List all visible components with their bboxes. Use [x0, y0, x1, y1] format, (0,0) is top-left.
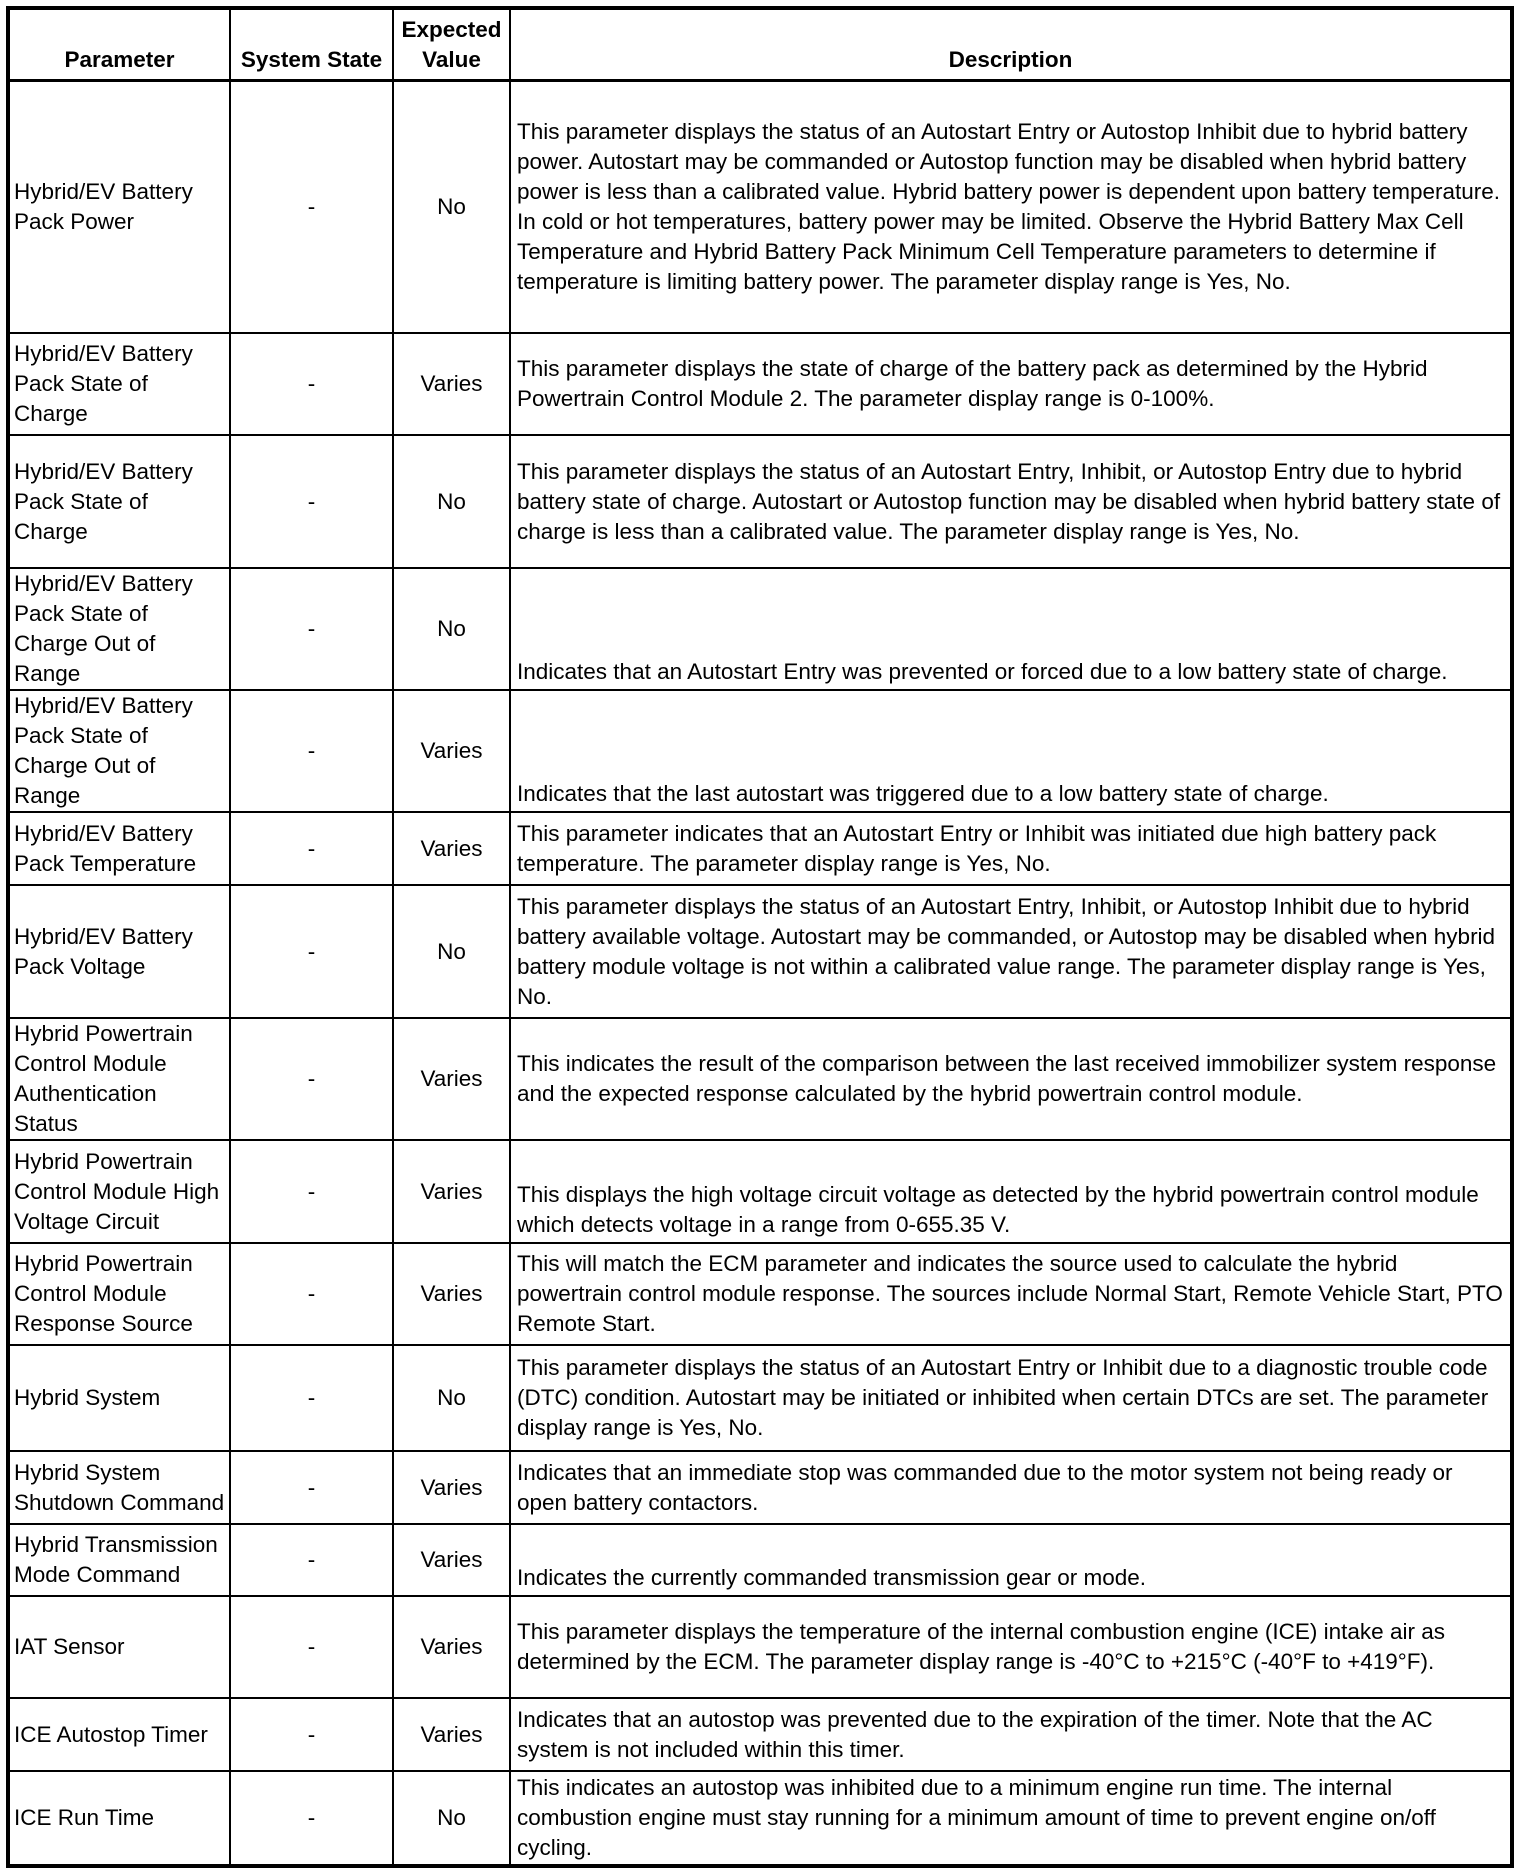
description-cell: Indicates the currently commanded transmission gear or mode.	[510, 1524, 1512, 1596]
header-row	[8, 8, 1512, 80]
expected-value-cell: Varies	[393, 1596, 510, 1698]
expected-value-cell: Varies	[393, 690, 510, 812]
expected-value-cell: No	[393, 1345, 510, 1451]
expected-value-cell: Varies	[393, 1524, 510, 1596]
parameter-cell: Hybrid/EV Battery Pack Temperature	[8, 812, 230, 885]
system-state-cell: -	[230, 80, 393, 333]
description-cell: Indicates that an Autostart Entry was prevented or forced due to a low battery state of charge.	[510, 568, 1512, 690]
table-row	[8, 1451, 1512, 1524]
system-state-cell: -	[230, 435, 393, 568]
description-cell: This parameter displays the temperature of the internal combustion engine (ICE) intake air as determined by the ECM. The parameter display range is -40°C to +215°C (-40°F to +419°F).	[510, 1596, 1512, 1698]
expected-value-cell: No	[393, 80, 510, 333]
table-row	[8, 1018, 1512, 1140]
expected-value-cell: Varies	[393, 1243, 510, 1345]
system-state-cell: -	[230, 1345, 393, 1451]
parameter-cell: Hybrid/EV Battery Pack State of Charge Out of Range	[8, 690, 230, 812]
table-row	[8, 1698, 1512, 1771]
description-cell: This displays the high voltage circuit voltage as detected by the hybrid powertrain control module which detects voltage in a range from 0-655.35 V.	[510, 1140, 1512, 1243]
expected-value-cell: Varies	[393, 1140, 510, 1243]
system-state-cell: -	[230, 812, 393, 885]
system-state-cell: -	[230, 1596, 393, 1698]
table-row	[8, 1524, 1512, 1596]
parameter-cell: Hybrid/EV Battery Pack Voltage	[8, 885, 230, 1018]
table-row	[8, 1140, 1512, 1243]
description-cell: This parameter indicates that an Autostart Entry or Inhibit was initiated due high battery pack temperature. The parameter display range is Yes, No.	[510, 812, 1512, 885]
expected-value-cell: Varies	[393, 1451, 510, 1524]
system-state-cell: -	[230, 1524, 393, 1596]
table-row	[8, 80, 1512, 333]
description-cell: This parameter displays the status of an Autostart Entry, Inhibit, or Autostop Entry due to hybrid battery state of charge. Autostart or Autostop function may be disabled when hybrid battery state of charge is less than a calibrated value. The parameter display range is Yes, No.	[510, 435, 1512, 568]
system-state-cell: -	[230, 690, 393, 812]
system-state-cell: -	[230, 333, 393, 435]
parameter-cell: Hybrid System Shutdown Command	[8, 1451, 230, 1524]
expected-value-cell: No	[393, 435, 510, 568]
expected-value-cell: Varies	[393, 812, 510, 885]
system-state-cell: -	[230, 1018, 393, 1140]
parameter-cell: Hybrid Transmission Mode Command	[8, 1524, 230, 1596]
table-row	[8, 1243, 1512, 1345]
parameter-cell: Hybrid System	[8, 1345, 230, 1451]
parameter-cell: Hybrid/EV Battery Pack State of Charge Out of Range	[8, 568, 230, 690]
expected-value-cell: Varies	[393, 333, 510, 435]
parameter-cell: ICE Run Time	[8, 1771, 230, 1866]
expected-value-cell: Varies	[393, 1698, 510, 1771]
expected-value-cell: No	[393, 885, 510, 1018]
expected-value-cell: No	[393, 568, 510, 690]
description-cell: This indicates an autostop was inhibited due to a minimum engine run time. The internal combustion engine must stay running for a minimum amount of time to prevent engine on/off cycling.	[510, 1771, 1512, 1866]
table-row	[8, 1596, 1512, 1698]
table-row	[8, 1771, 1512, 1866]
system-state-cell: -	[230, 1698, 393, 1771]
description-cell: This parameter displays the status of an Autostart Entry or Autostop Inhibit due to hybrid battery power. Autostart may be commanded or Autostop function may be disabled when hybrid battery power is less than a calibrated value. Hybrid battery power is dependent upon battery temperature. In cold or hot temperatures, battery power may be limited. Observe the Hybrid Battery Max Cell Temperature and Hybrid Battery Pack Minimum Cell Temperature parameters to determine if temperature is limiting battery power. The parameter display range is Yes, No.	[510, 80, 1512, 333]
table-row	[8, 885, 1512, 1018]
description-cell: Indicates that an autostop was prevented due to the expiration of the timer. Note that the AC system is not included within this timer.	[510, 1698, 1512, 1771]
table-row	[8, 812, 1512, 885]
parameter-cell: Hybrid/EV Battery Pack Power	[8, 80, 230, 333]
description-cell: Indicates that the last autostart was triggered due to a low battery state of charge.	[510, 690, 1512, 812]
description-cell: This indicates the result of the comparison between the last received immobilizer system response and the expected response calculated by the hybrid powertrain control module.	[510, 1018, 1512, 1140]
system-state-cell: -	[230, 568, 393, 690]
system-state-cell: -	[230, 1140, 393, 1243]
parameter-cell: Hybrid Powertrain Control Module Response Source	[8, 1243, 230, 1345]
parameter-cell: Hybrid Powertrain Control Module High Voltage Circuit	[8, 1140, 230, 1243]
header-description: Description	[510, 8, 1512, 80]
system-state-cell: -	[230, 1771, 393, 1866]
parameter-table	[6, 6, 1514, 1868]
description-cell: This parameter displays the state of charge of the battery pack as determined by the Hybrid Powertrain Control Module 2. The parameter display range is 0-100%.	[510, 333, 1512, 435]
expected-value-cell: Varies	[393, 1018, 510, 1140]
table-row	[8, 333, 1512, 435]
description-cell: This parameter displays the status of an Autostart Entry or Inhibit due to a diagnostic trouble code (DTC) condition. Autostart may be initiated or inhibited when certain DTCs are set. The parameter display range is Yes, No.	[510, 1345, 1512, 1451]
parameter-cell: IAT Sensor	[8, 1596, 230, 1698]
description-cell: This parameter displays the status of an Autostart Entry, Inhibit, or Autostop Inhibit due to hybrid battery available voltage. Autostart may be commanded, or Autostop may be disabled when hybrid battery module voltage is not within a calibrated value range. The parameter display range is Yes, No.	[510, 885, 1512, 1018]
system-state-cell: -	[230, 885, 393, 1018]
table-row	[8, 568, 1512, 690]
parameter-cell: ICE Autostop Timer	[8, 1698, 230, 1771]
system-state-cell: -	[230, 1243, 393, 1345]
description-cell: This will match the ECM parameter and indicates the source used to calculate the hybrid powertrain control module response. The sources include Normal Start, Remote Vehicle Start, PTO Remote Start.	[510, 1243, 1512, 1345]
header-expected-value: Expected Value	[393, 8, 510, 80]
parameter-cell: Hybrid/EV Battery Pack State of Charge	[8, 333, 230, 435]
parameter-cell: Hybrid/EV Battery Pack State of Charge	[8, 435, 230, 568]
parameter-cell: Hybrid Powertrain Control Module Authentication Status	[8, 1018, 230, 1140]
description-cell: Indicates that an immediate stop was commanded due to the motor system not being ready or open battery contactors.	[510, 1451, 1512, 1524]
table-row	[8, 435, 1512, 568]
table-row	[8, 1345, 1512, 1451]
table-row	[8, 690, 1512, 812]
header-parameter: Parameter	[8, 8, 230, 80]
header-system-state: System State	[230, 8, 393, 80]
system-state-cell: -	[230, 1451, 393, 1524]
expected-value-cell: No	[393, 1771, 510, 1866]
